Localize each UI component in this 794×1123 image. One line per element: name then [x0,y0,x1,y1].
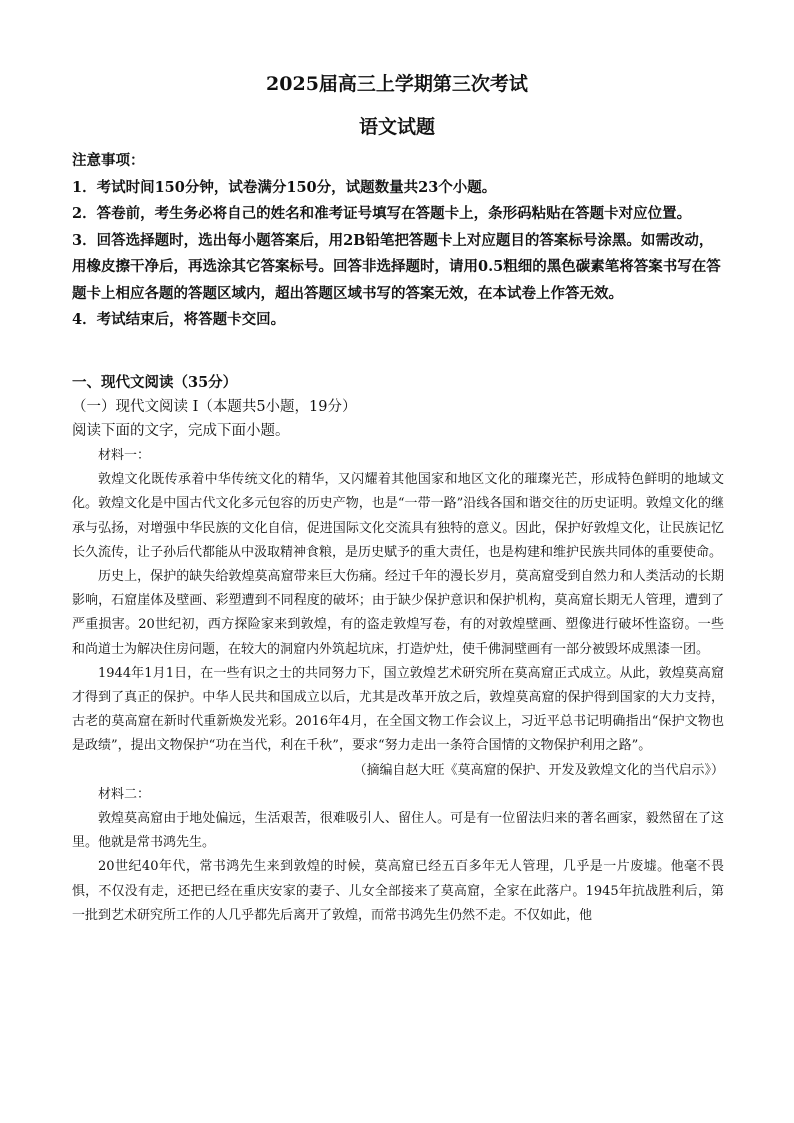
reading-instruction: 阅读下面的文字，完成下面小题。 [72,423,290,439]
notice-heading: 注意事项： [72,152,145,169]
material-two-paragraph-1: 敦煌莫高窟由于地处偏远，生活艰苦，很难吸引人、留住人。可是有一位留法归来的著名画家，毅然留在了这里。他就是常书鸿先生。 [72,811,724,851]
exam-title: 2025届高三上学期第三次考试 [266,73,528,95]
section-heading: 一、现代文阅读（35分） [72,374,238,391]
reading-passage [72,444,724,928]
material-two-label: 材料二： [98,786,151,802]
material-one-paragraph-2: 历史上，保护的缺失给敦煌莫高窟带来巨大伤痛。经过千年的漫长岁月，莫高窟受到自然力和人类活动的长期影响，石窟崖体及壁画、彩塑遭到不同程度的破坏；由于缺少保护意识和保护机构，莫高窟长期无人管理，遭到了严重损害。20世纪初，西方探险家来到敦煌，有的盗走敦煌写卷，有的对敦煌壁画、塑像进行破坏性盗窃。一些和尚道士为解决住房问题，在较大的洞窟内外筑起坑床，打造炉灶，使千佛洞壁画有一部分被毁坏成黑漆一团。 [72,569,724,657]
notice-item-3: 3．回答选择题时，选出每小题答案后，用2B铅笔把答题卡上对应题目的答案标号涂黑。如需改动，用橡皮擦干净后，再选涂其它答案标号。回答非选择题时，请用0.5粗细的黑色碳素笔将答案书写在答题卡上相应各题的答题区域内，超出答题区域书写的答案无效，在本试卷上作答无效。 [72,231,721,302]
material-one-paragraph-1: 敦煌文化既传承着中华传统文化的精华，又闪耀着其他国家和地区文化的璀璨光芒，形成特色鲜明的地域文化。敦煌文化是中国古代文化多元包容的历史产物，也是“一带一路”沿线各国和谐交往的历史证明。敦煌文化的继承与弘扬，对增强中华民族的文化自信，促进国际文化交流具有独特的意义。因此，保护好敦煌文化，让民族记忆长久流传，让子孙后代都能从中汲取精神食粮，是历史赋予的重大责任，也是构建和维护民族共同体的重要使命。 [72,472,724,560]
material-two-paragraph-2: 20世纪40年代，常书鸿先生来到敦煌的时候，莫高窟已经五百多年无人管理，几乎是一片废墟。他毫不畏惧，不仅没有走，还把已经在重庆安家的妻子、儿女全部接来了莫高窟，全家在此落户。1945年抗战胜利后，第一批到艺术研究所工作的人几乎都先后离开了敦煌，而常书鸿先生仍然不走。不仅如此，他 [72,859,724,923]
material-one-label: 材料一： [98,448,151,463]
material-one-paragraph-3: 1944年1月1日，在一些有识之士的共同努力下，国立敦煌艺术研究所在莫高窟正式成立。从此，敦煌莫高窟才得到了真正的保护。中华人民共和国成立以后，尤其是改革开放之后，敦煌莫高窟的保护得到国家的大力支持，古老的莫高窟在新时代重新焕发光彩。2016年4月，在全国文物工作会议上，习近平总书记明确指出“保护文物也是政绩”，提出文物保护“功在当代，利在千秋”，要求“努力走出一条符合国情的文物保护利用之路”。 [72,665,724,754]
notice-item-2: 2．答卷前，考生务必将自己的姓名和准考证号填写在答题卡上，条形码粘贴在答题卡对应位置。 [72,205,692,222]
notice-block [72,148,724,334]
notice-item-4: 4．考试结束后，将答题卡交回。 [72,311,286,328]
section-subheading: （一）现代文阅读 I（本题共5小题，19分） [72,399,357,415]
material-one-source: （摘编自赵大旺《莫高窟的保护、开发及敦煌文化的当代启示》） [353,762,724,778]
notice-item-1: 1．考试时间150分钟，试卷满分150分，试题数量共23个小题。 [72,178,497,196]
subject-title: 语文试题 [358,116,435,138]
